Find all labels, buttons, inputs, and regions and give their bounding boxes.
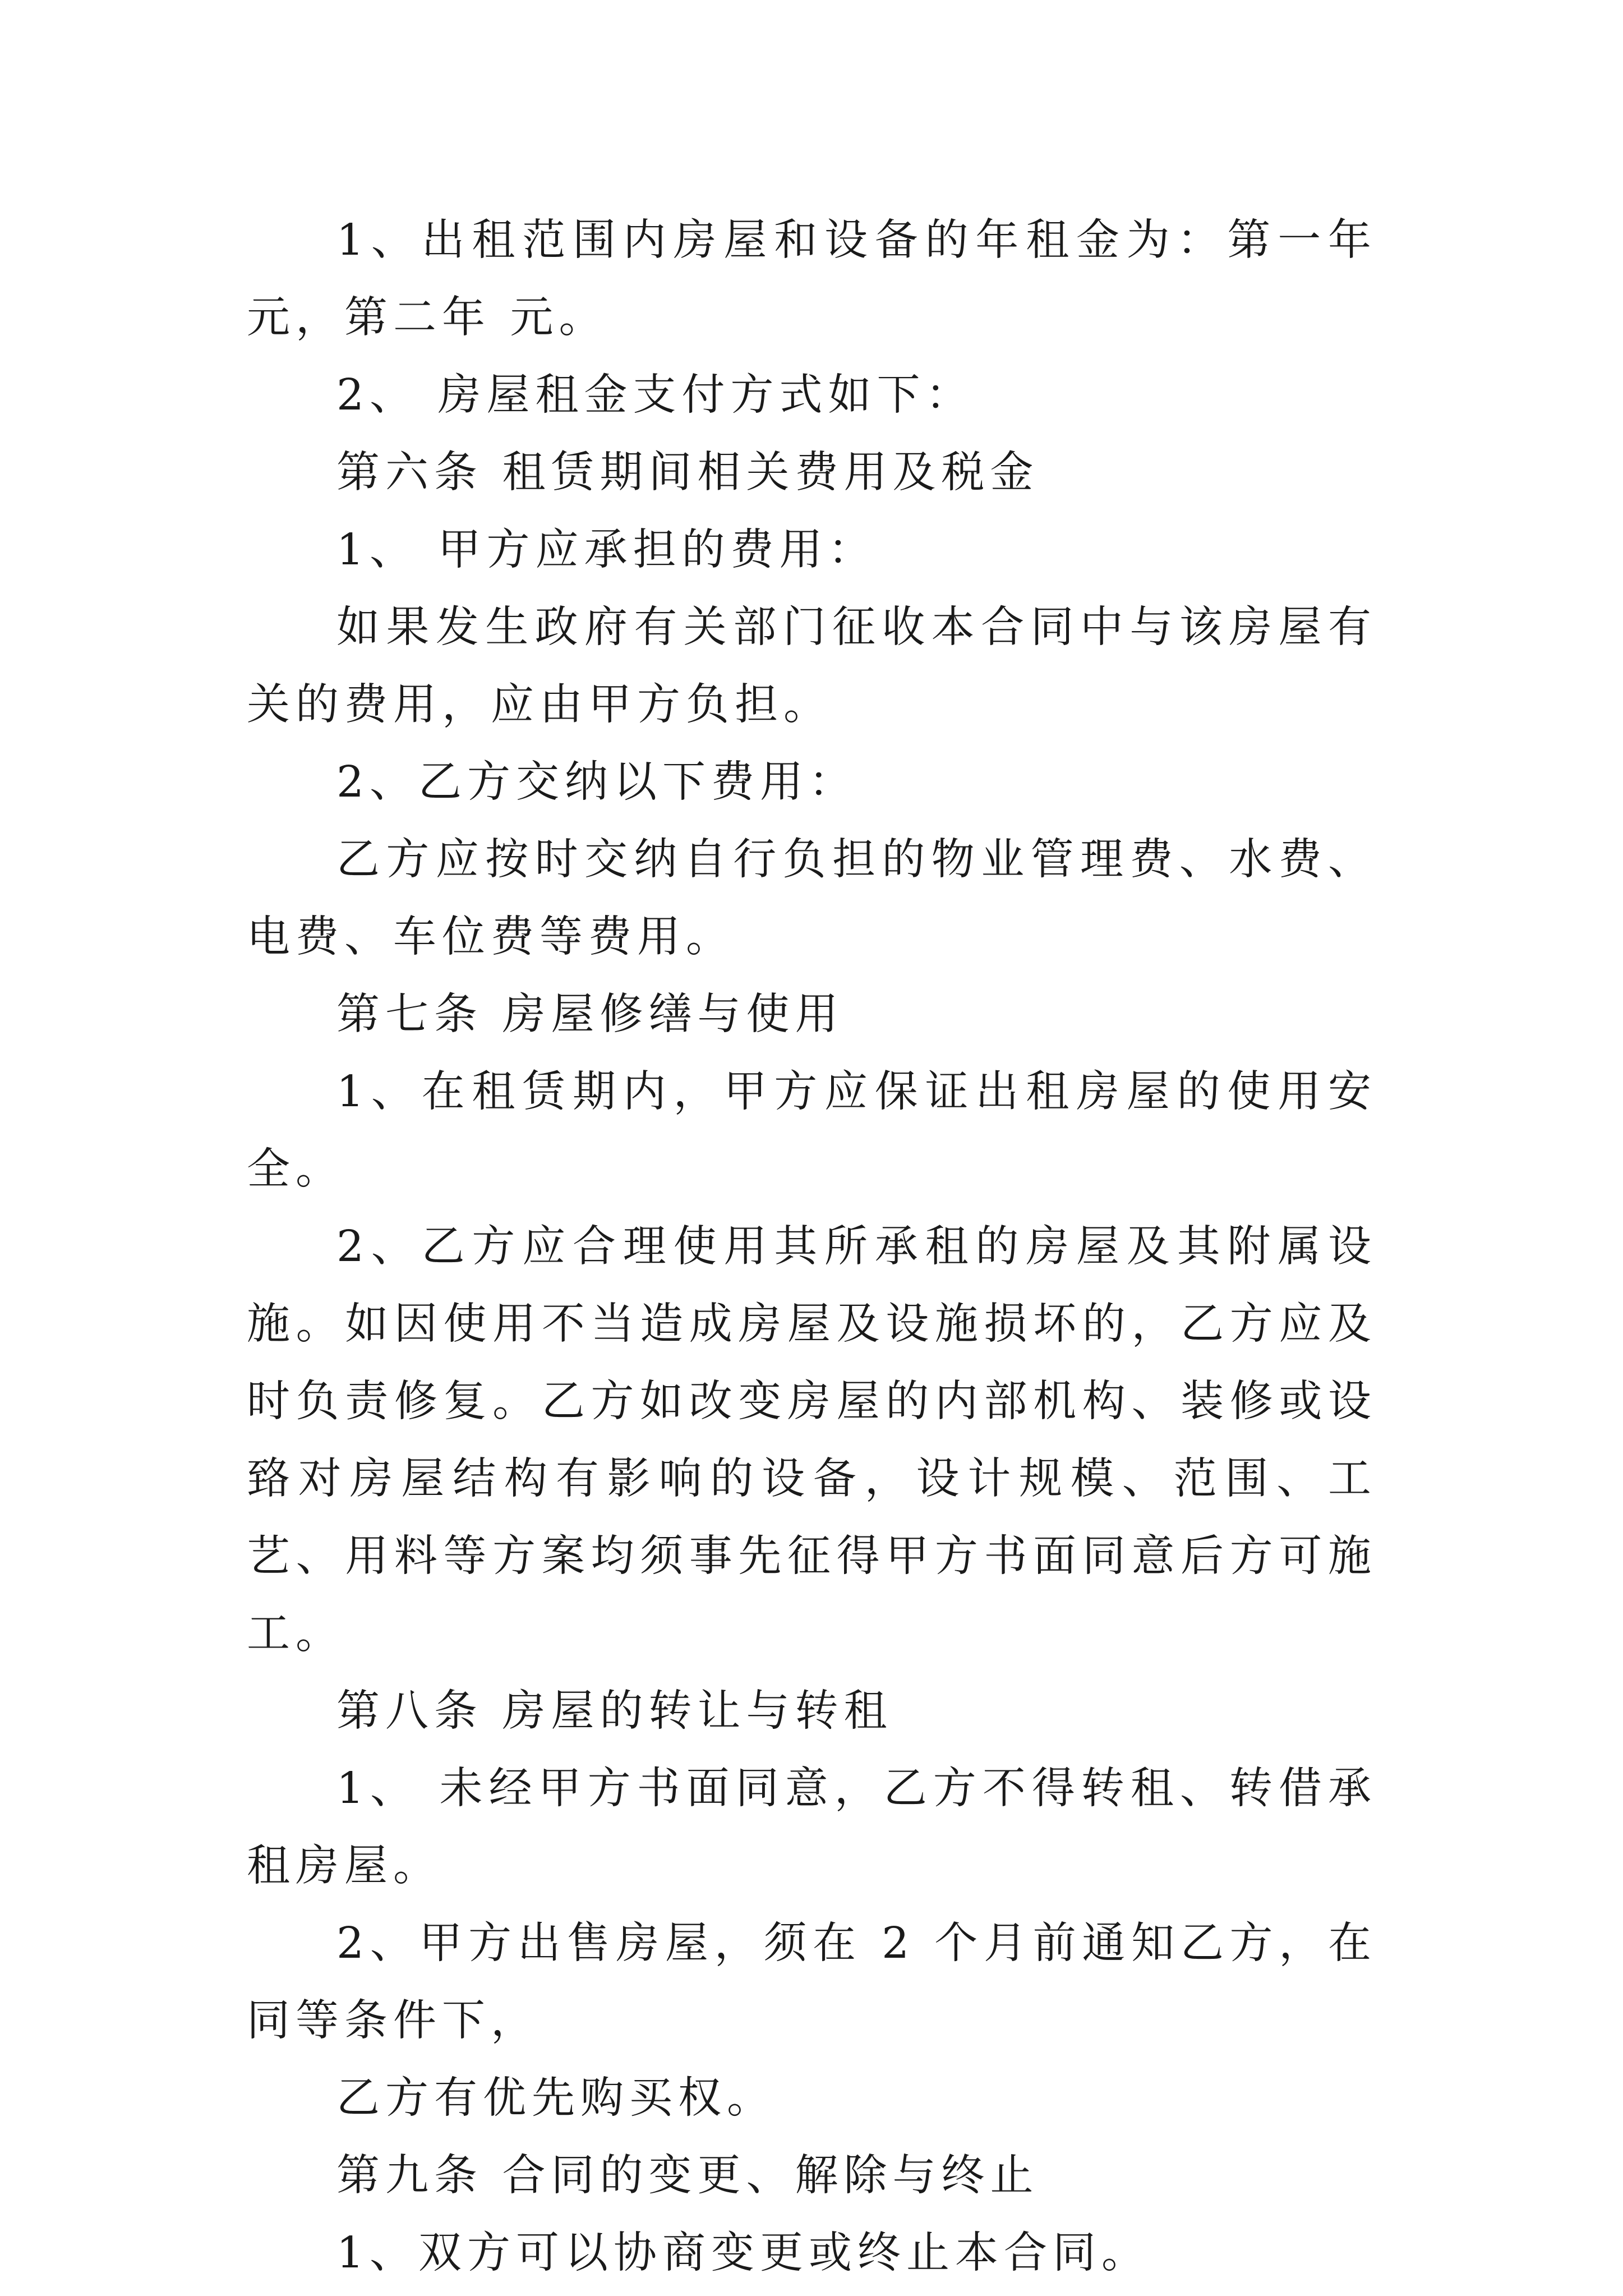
paragraph-party-b-fees: 2、乙方交纳以下费用： (336, 757, 857, 807)
paragraph-sublease: 1、 未经甲方书面同意，乙方不得转租、转借承租房屋。 (247, 1764, 1377, 1891)
paragraph-rent-amount: 1、出租范围内房屋和设备的年租金为：第一年 元，第二年 元。 (247, 215, 1377, 343)
paragraph-sale-notice: 2、甲方出售房屋，须在 2 个月前通知乙方，在同等条件下， (247, 1918, 1377, 2046)
paragraph-utility-fees: 乙方应按时交纳自行负担的物业管理费、水费、电费、车位费等费用。 (247, 835, 1377, 962)
heading-article-6: 第六条 租赁期间相关费用及税金 (336, 448, 1039, 498)
paragraph-priority-purchase: 乙方有优先购买权。 (336, 2073, 776, 2123)
paragraph-repairs: 2、乙方应合理使用其所承租的房屋及其附属设施。如因使用不当造成房屋及设施损坏的，乙方应及时负责修复。乙方如改变房屋的内部机构、装修或设臵对房屋结构有影响的设备，设计规模、范围、工艺、用料等方案均须事先征得甲方书面同意后方可施工。 (247, 1222, 1377, 1659)
paragraph-government-fees: 如果发生政府有关部门征收本合同中与该房屋有关的费用，应由甲方负担。 (247, 602, 1377, 730)
heading-article-9: 第九条 合同的变更、解除与终止 (336, 2151, 1039, 2201)
paragraph-safety: 1、在租赁期内，甲方应保证出租房屋的使用安全。 (247, 1067, 1377, 1194)
heading-article-7: 第七条 房屋修缮与使用 (336, 990, 844, 1039)
document-page (247, 202, 1377, 2292)
paragraph-amend-terminate: 1、双方可以协商变更或终止本合同。 (336, 2228, 1150, 2278)
heading-article-8: 第八条 房屋的转让与转租 (336, 1686, 893, 1736)
paragraph-party-a-fees: 1、 甲方应承担的费用： (336, 525, 877, 575)
paragraph-payment-method: 2、 房屋租金支付方式如下： (336, 370, 975, 420)
